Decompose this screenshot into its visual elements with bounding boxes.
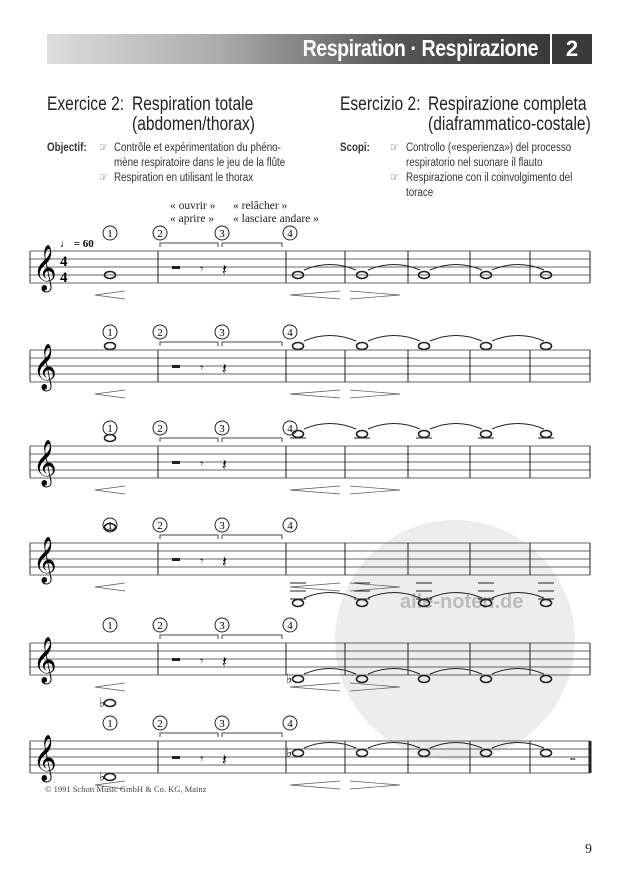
whole-note: [357, 431, 368, 438]
step-label: 4: [287, 620, 293, 632]
flat-icon: ♭: [99, 695, 106, 710]
treble-clef-icon: 𝄞: [33, 637, 57, 683]
step-label: 1: [107, 327, 113, 339]
copyright: © 1991 Schott Music GmbH & Co. KG, Mainz: [45, 784, 207, 794]
bracket: [222, 733, 282, 737]
step-label: 3: [219, 423, 225, 435]
page-number: 9: [585, 842, 592, 857]
pointing-hand-icon: ☞: [99, 172, 108, 184]
treble-clef-icon: 𝄞: [33, 537, 57, 583]
time-signature-top: 4: [60, 254, 68, 270]
decrescendo-hairpin: [95, 390, 125, 398]
eighth-rest-icon: 𝄾: [200, 553, 204, 568]
whole-note: [293, 343, 304, 350]
flat-icon: ♭: [286, 671, 293, 686]
step-label: 3: [219, 327, 225, 339]
whole-note: [481, 431, 492, 438]
bracket: [160, 342, 218, 346]
flat-icon: ♭: [99, 769, 106, 784]
whole-note: [541, 343, 552, 350]
step-label: 1: [107, 520, 113, 532]
bracket: [222, 535, 282, 539]
objective-it-2: Respirazione con il coinvolgimento del: [406, 172, 573, 184]
tie: [430, 336, 482, 342]
exercise-title-fr-1: Respiration totale: [132, 94, 254, 115]
treble-clef-icon: 𝄞: [33, 344, 57, 390]
step-label: 1: [107, 620, 113, 632]
annotation-relax-it: « lasciare andare »: [233, 213, 319, 225]
half-rest-icon: [172, 558, 180, 561]
bracket: [222, 438, 282, 442]
exercise-number-fr: Exercice 2:: [47, 94, 125, 115]
pointing-hand-icon: ☞: [390, 172, 399, 184]
half-rest-icon: [172, 461, 180, 464]
decrescendo-hairpin: [350, 486, 400, 494]
quarter-rest-icon: 𝄽: [222, 361, 227, 378]
step-label: 2: [157, 327, 163, 339]
crescendo-hairpin: [290, 291, 340, 295]
objective-fr-2: Respiration en utilisant le thorax: [114, 172, 254, 184]
whole-note: [105, 343, 116, 350]
whole-note: [105, 435, 116, 442]
objective-label: Objectif:: [47, 142, 87, 154]
decrescendo-hairpin: [350, 390, 400, 398]
whole-note: [293, 676, 304, 683]
watermark-text: alle-noten.de: [400, 591, 524, 613]
eighth-rest-icon: 𝄾: [200, 751, 204, 766]
whole-note: [293, 750, 304, 757]
tempo-marking: ♩ = 60: [60, 238, 94, 250]
tie: [492, 424, 544, 430]
half-rest-icon: [172, 266, 180, 269]
step-label: 4: [287, 520, 293, 532]
exercise-title-it-1: Respirazione completa: [428, 94, 587, 115]
exercise-number-it: Esercizio 2:: [340, 94, 421, 115]
pointing-hand-icon: ☞: [99, 142, 108, 154]
bracket: [222, 635, 282, 639]
eighth-rest-icon: 𝄾: [200, 653, 204, 668]
bracket: [160, 535, 218, 539]
step-label: 2: [157, 520, 163, 532]
step-label: 4: [287, 228, 293, 240]
crescendo-hairpin: [290, 486, 340, 490]
step-label: 2: [157, 228, 163, 240]
step-label: 4: [287, 718, 293, 730]
decrescendo-hairpin: [95, 291, 125, 299]
whole-note: [541, 431, 552, 438]
bracket: [160, 243, 218, 247]
quarter-rest-icon: 𝄽: [222, 654, 227, 671]
quarter-rest-icon: 𝄽: [222, 554, 227, 571]
objective-fr-1b: mène respiratoire dans le jeu de la flûte: [114, 157, 286, 169]
whole-note: [419, 431, 430, 438]
decrescendo-hairpin: [350, 291, 400, 299]
watermark-circle: [335, 520, 575, 760]
objective-it-1: Controllo («esperienza») del processo: [406, 142, 572, 154]
pointing-hand-icon: ☞: [390, 142, 399, 154]
objective-it-1b: respiratorio nel suonare il flauto: [406, 157, 543, 169]
step-label: 2: [157, 620, 163, 632]
flat-icon: ♭: [286, 745, 293, 760]
trill-icon: 𝆗: [570, 753, 576, 764]
half-rest-icon: [172, 365, 180, 368]
tie: [368, 424, 420, 430]
whole-note: [105, 774, 116, 781]
step-label: 4: [287, 423, 293, 435]
step-label: 1: [107, 423, 113, 435]
treble-clef-icon: 𝄞: [33, 735, 57, 781]
decrescendo-hairpin: [95, 486, 125, 494]
eighth-rest-icon: 𝄾: [200, 456, 204, 471]
chapter-number: 2: [552, 34, 592, 64]
half-rest-icon: [172, 756, 180, 759]
step-label: 3: [219, 228, 225, 240]
whole-note: [357, 343, 368, 350]
quarter-rest-icon: 𝄽: [222, 457, 227, 474]
eighth-rest-icon: 𝄾: [200, 360, 204, 375]
whole-note: [293, 600, 304, 607]
treble-clef-icon: 𝄞: [33, 245, 57, 291]
step-label: 2: [157, 423, 163, 435]
whole-note: [541, 750, 552, 757]
tie: [304, 743, 356, 749]
bracket: [222, 342, 282, 346]
exercise-title-it-2: (diaframmatico-costale): [428, 114, 591, 135]
whole-note: [105, 700, 116, 707]
whole-note: [419, 343, 430, 350]
crescendo-hairpin: [290, 583, 340, 587]
exercise-title-fr-2: (abdomen/thorax): [132, 114, 255, 135]
decrescendo-hairpin: [95, 583, 125, 591]
crescendo-hairpin: [290, 587, 340, 591]
tie: [304, 424, 356, 430]
chapter-title: Respiration · Respirazione: [302, 35, 538, 61]
bracket: [160, 635, 218, 639]
decrescendo-hairpin: [95, 683, 125, 691]
annotation-open-fr: « ouvrir »: [170, 200, 216, 212]
step-label: 1: [107, 228, 113, 240]
time-signature-bottom: 4: [60, 270, 68, 286]
crescendo-hairpin: [290, 785, 340, 789]
step-label: 4: [287, 327, 293, 339]
whole-note: [481, 343, 492, 350]
step-label: 1: [107, 718, 113, 730]
crescendo-hairpin: [290, 394, 340, 398]
crescendo-hairpin: [290, 295, 340, 299]
annotation-open-it: « aprire »: [170, 213, 215, 225]
quarter-rest-icon: 𝄽: [222, 752, 227, 769]
bracket: [222, 243, 282, 247]
bracket: [160, 438, 218, 442]
bracket: [160, 733, 218, 737]
crescendo-hairpin: [290, 390, 340, 394]
step-label: 3: [219, 718, 225, 730]
tie: [430, 424, 482, 430]
step-label: 3: [219, 520, 225, 532]
whole-note: [357, 750, 368, 757]
treble-clef-icon: 𝄞: [33, 440, 57, 486]
crescendo-hairpin: [290, 687, 340, 691]
tie: [368, 336, 420, 342]
objective-fr-1: Contrôle et expérimentation du phéno-: [114, 142, 281, 154]
annotation-relax-fr: « relâcher »: [233, 200, 288, 212]
tie: [492, 336, 544, 342]
tie: [304, 336, 356, 342]
objective-it-2b: torace: [406, 187, 434, 199]
eighth-rest-icon: 𝄾: [200, 261, 204, 276]
crescendo-hairpin: [290, 781, 340, 785]
crescendo-hairpin: [290, 683, 340, 687]
scopi-label: Scopi:: [340, 142, 370, 154]
quarter-rest-icon: 𝄽: [222, 262, 227, 279]
crescendo-hairpin: [290, 490, 340, 494]
decrescendo-hairpin: [350, 781, 400, 789]
half-rest-icon: [172, 658, 180, 661]
step-label: 2: [157, 718, 163, 730]
step-label: 3: [219, 620, 225, 632]
